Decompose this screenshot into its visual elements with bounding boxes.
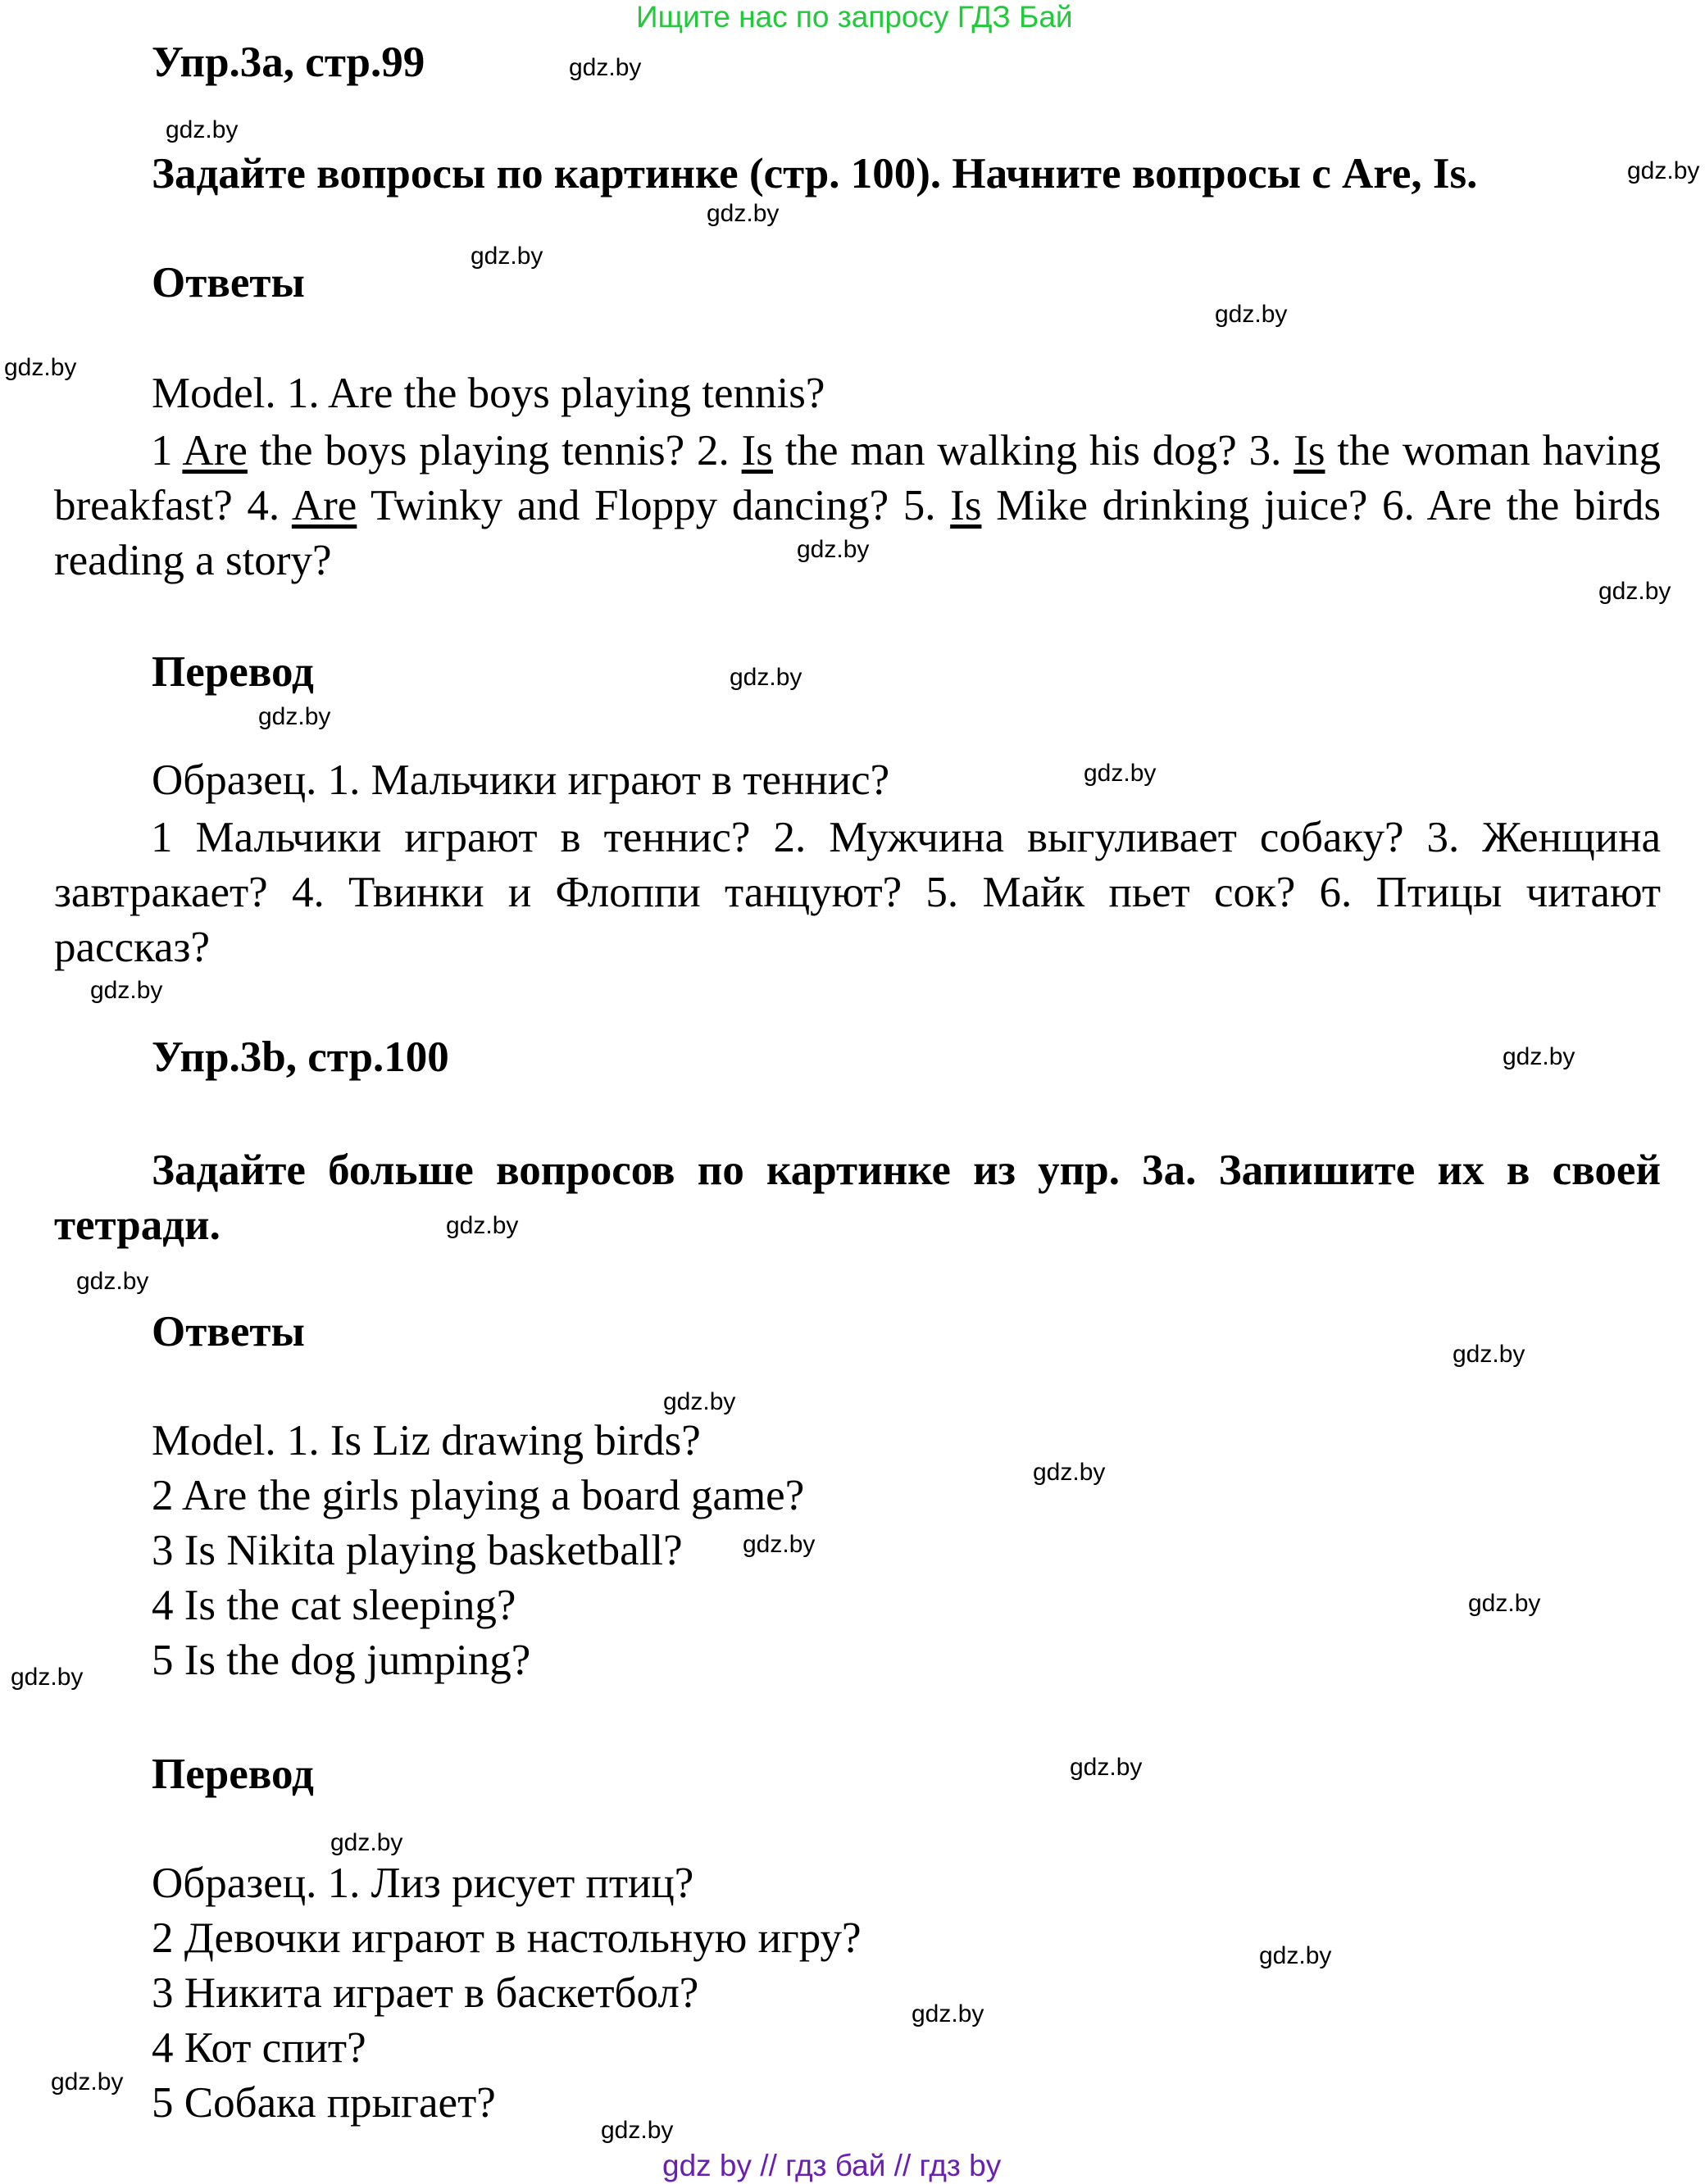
watermark: gdz.by	[1468, 1590, 1541, 1617]
exercise-3a-answers-heading: Ответы	[152, 259, 305, 306]
underlined-word: Is	[741, 427, 773, 474]
watermark: gdz.by	[166, 116, 239, 143]
underlined-word: Are	[291, 482, 357, 529]
exercise-3a-task: Задайте вопросы по картинке (стр. 100). Начните вопросы с Are, Is.	[152, 150, 1478, 198]
watermark: gdz.by	[743, 1531, 816, 1558]
watermark: gdz.by	[730, 664, 802, 691]
watermark: gdz.by	[330, 1829, 403, 1856]
watermark: gdz.by	[446, 1212, 519, 1239]
underlined-word: Is	[950, 482, 982, 529]
watermark: gdz.by	[663, 1388, 736, 1415]
exercise-3b-translation: 2 Девочки играют в настольную игру?	[152, 1914, 862, 1962]
exercise-3a-translation-heading: Перевод	[152, 648, 314, 696]
exercise-3b-answer: Model. 1. Is Liz drawing birds?	[152, 1417, 701, 1464]
watermark: gdz.by	[1598, 578, 1671, 605]
exercise-3b-translation: 5 Собака прыгает?	[152, 2079, 496, 2127]
watermark: gdz.by	[51, 2068, 124, 2095]
underlined-word: Are	[182, 427, 248, 474]
exercise-3a-answers: 1 Are the boys playing tennis? 2. Is the man walking his dog? 3. Is the woman having breakfast? 4. Are Twinky and Floppy dancing? 5. Is Mike drinking juice? 6. Are the birds reading a story?	[54, 427, 1661, 584]
exercise-3b-translation: 4 Кот спит?	[152, 2024, 366, 2072]
footer-links: gdz by // гдз бай // гдз by	[662, 2149, 1002, 2182]
watermark: gdz.by	[1627, 157, 1700, 184]
watermark: gdz.by	[1070, 1754, 1143, 1781]
exercise-3b-title: Упр.3b, стр.100	[152, 1033, 449, 1081]
watermark: gdz.by	[797, 536, 870, 563]
exercise-3b-answer: 5 Is the dog jumping?	[152, 1637, 531, 1684]
underlined-word: Is	[1294, 427, 1325, 474]
exercise-3a-translation-model: Образец. 1. Мальчики играют в теннис?	[152, 756, 890, 804]
watermark: gdz.by	[1453, 1341, 1525, 1368]
exercise-3a-model: Model. 1. Are the boys playing tennis?	[152, 370, 825, 417]
exercise-3a-title: Упр.3a, стр.99	[152, 39, 425, 86]
watermark: gdz.by	[1215, 301, 1288, 328]
exercise-3b-answer: 3 Is Nikita playing basketball?	[152, 1527, 683, 1574]
watermark: gdz.by	[601, 2117, 674, 2144]
watermark: gdz.by	[1084, 760, 1157, 787]
watermark: gdz.by	[1259, 1942, 1332, 1969]
watermark: gdz.by	[11, 1664, 84, 1691]
exercise-3b-task: Задайте больше вопросов по картинке из упр. 3a. Запишите их в своей тетради.	[54, 1146, 1661, 1249]
exercise-3a-translation: 1 Мальчики играют в теннис? 2. Мужчина выгуливает собаку? 3. Женщина завтракает? 4. Твинки и Флоппи танцуют? 5. Майк пьет сок? 6. Птицы читают рассказ?	[54, 814, 1661, 971]
watermark: gdz.by	[569, 54, 642, 81]
exercise-3b-answer: 2 Are the girls playing a board game?	[152, 1472, 805, 1519]
exercise-3b-answers-heading: Ответы	[152, 1308, 305, 1355]
search-banner: Ищите нас по запросу ГДЗ Бай	[636, 0, 1073, 34]
watermark: gdz.by	[258, 703, 331, 730]
watermark: gdz.by	[707, 200, 780, 227]
watermark: gdz.by	[912, 2000, 984, 2027]
watermark: gdz.by	[1033, 1459, 1106, 1486]
exercise-3b-answer: 4 Is the cat sleeping?	[152, 1582, 516, 1629]
watermark: gdz.by	[1503, 1043, 1575, 1070]
watermark: gdz.by	[90, 977, 163, 1004]
watermark: gdz.by	[4, 354, 77, 381]
exercise-3b-translation-heading: Перевод	[152, 1750, 314, 1798]
watermark: gdz.by	[76, 1268, 149, 1295]
watermark: gdz.by	[471, 243, 543, 270]
exercise-3b-translation: 3 Никита играет в баскетбол?	[152, 1969, 699, 2017]
exercise-3b-translation: Образец. 1. Лиз рисует птиц?	[152, 1859, 694, 1907]
